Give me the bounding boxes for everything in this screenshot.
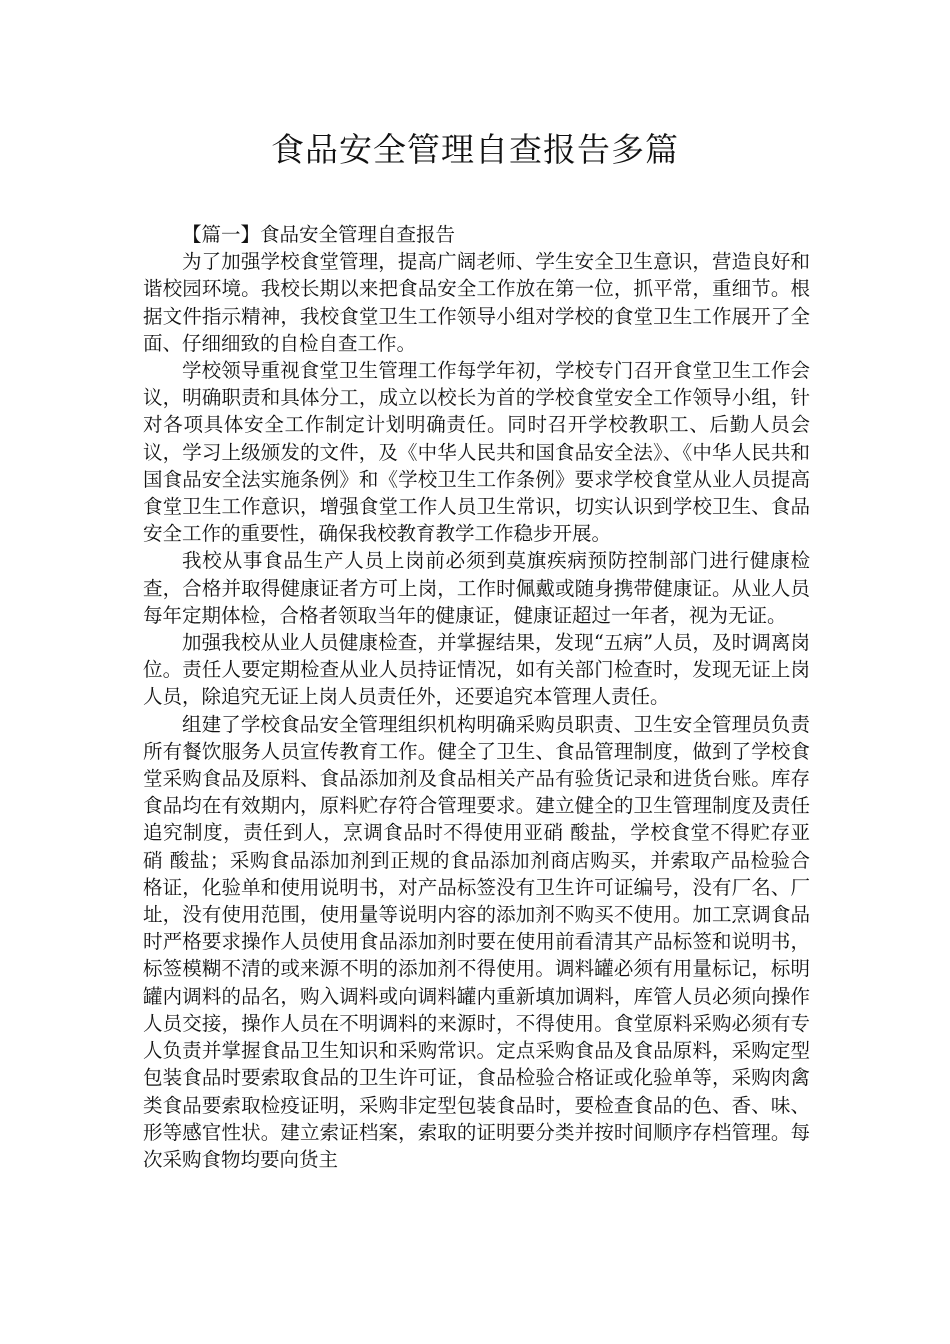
document-body [143, 221, 810, 1173]
paragraph-staff-inspection: 加强我校从业人员健康检查，并掌握结果，发现“五病”人员，及时调离岗位。责任人要定期检查从业人员持证情况，如有关部门检查时，发现无证上岗人员，除追究无证上岗人员责任外，还要追究本管理人责任。 [143, 631, 810, 709]
section-heading: 【篇一】食品安全管理自查报告 [182, 223, 456, 246]
paragraph-management-system: 组建了学校食品安全管理组织机构明确采购员职责、卫生安全管理员负责所有餐饮服务人员宣传教育工作。健全了卫生、食品管理制度，做到了学校食堂采购食品及原料、食品添加剂及食品相关产品有验货记录和进货台账。库存食品均在有效期内，原料贮存符合管理要求。建立健全的卫生管理制度及责任追究制度，责任到人，烹调食品时不得使用亚硝 酸盐，学校食堂不得贮存亚硝 酸盐；采购食品添加剂到正规的食品添加剂商店购买，并索取产品检验合格证，化验单和使用说明书，对产品标签没有卫生许可证编号，没有厂名、厂址，没有使用范围，使用量等说明内容的添加剂不购买不使用。加工烹调食品时严格要求操作人员使用食品添加剂时要在使用前看清其产品标签和说明书，标签模糊不清的或来源不明的添加剂不得使用。调料罐必须有用量标记，标明罐内调料的品名，购入调料或向调料罐内重新填加调料，库管人员必须向操作人员交接，操作人员在不明调料的来源时，不得使用。食堂原料采购必须有专人负责并掌握食品卫生知识和采购常识。定点采购食品及食品原料，采购定型包装食品时要索取食品的卫生许可证，食品检验合格证或化验单等，采购肉禽类食品要索取检疫证明，采购非定型包装食品时，要检查食品的色、香、味、形等感官性状。建立索证档案，索取的证明要分类并按时间顺序存档管理。每次采购食物均要向货主 [143, 712, 810, 1171]
paragraph-leadership: 学校领导重视食堂卫生管理工作每学年初，学校专门召开食堂卫生工作会议，明确职责和具体分工，成立以校长为首的学校食堂安全工作领导小组，针对各项具体安全工作制定计划明确责任。同时召开学校教职工、后勤人员会议，学习上级颁发的文件，及《中华人民共和国食品安全法》、《中华人民共和国食品安全法实施条例》和《学校卫生工作条例》要求学校食堂从业人员提高食堂卫生工作意识，增强食堂工作人员卫生常识，切实认识到学校卫生、食品安全工作的重要性，确保我校教育教学工作稳步开展。 [143, 359, 810, 546]
paragraph-health-check: 我校从事食品生产人员上岗前必须到莫旗疾病预防控制部门进行健康检查，合格并取得健康证者方可上岗，工作时佩戴或随身携带健康证。从业人员每年定期体检，合格者领取当年的健康证，健康证超过一年者，视为无证。 [143, 549, 810, 627]
document-title: 食品安全管理自查报告多篇 [271, 130, 679, 169]
paragraph-intro: 为了加强学校食堂管理，提高广阔老师、学生安全卫生意识，营造良好和谐校园环境。我校长期以来把食品安全工作放在第一位，抓平常，重细节。根据文件指示精神，我校食堂卫生工作领导小组对学校的食堂卫生工作展开了全面、仔细细致的自检自查工作。 [143, 250, 810, 355]
